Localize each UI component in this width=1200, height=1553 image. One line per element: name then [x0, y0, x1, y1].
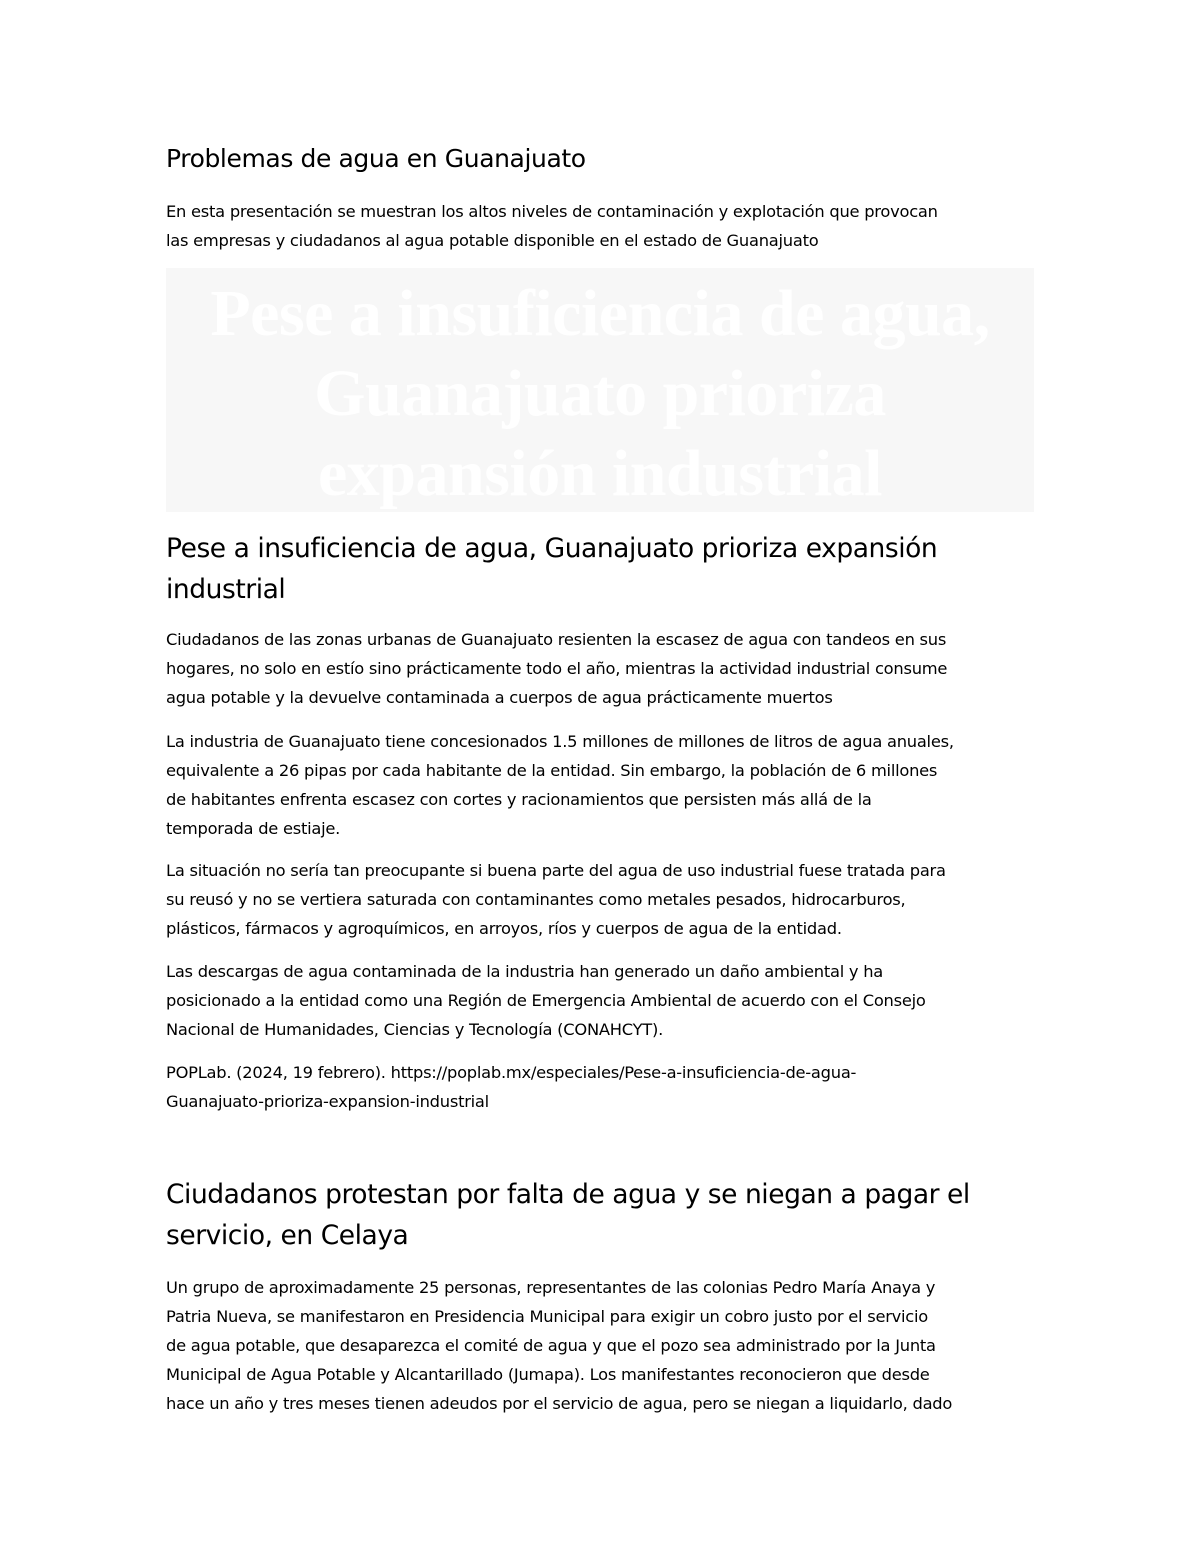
heading-line: Ciudadanos protestan por falta de agua y se niegan a pagar el — [166, 1179, 970, 1210]
citation-paragraph — [166, 1058, 1036, 1116]
paragraph-line: Nacional de Humanidades, Ciencias y Tecnología (CONAHCYT). — [166, 1020, 664, 1039]
section2-heading — [166, 1174, 1036, 1256]
paragraph-line: hogares, no solo en estío sino prácticamente todo el año, mientras la actividad industrial consume — [166, 659, 948, 678]
document-title: Problemas de agua en Guanajuato — [166, 144, 586, 173]
heading-line: servicio, en Celaya — [166, 1220, 409, 1251]
paragraph-line: Ciudadanos de las zonas urbanas de Guanajuato resienten la escasez de agua con tandeos en sus — [166, 630, 947, 649]
section2-paragraph — [166, 1273, 1036, 1418]
paragraph-line: hace un año y tres meses tienen adeudos por el servicio de agua, pero se niegan a liquidarlo, dado — [166, 1394, 953, 1413]
paragraph-line: La industria de Guanajuato tiene concesionados 1.5 millones de millones de litros de agua anuales, — [166, 732, 954, 751]
heading-line: industrial — [166, 574, 286, 605]
paragraph-line: equivalente a 26 pipas por cada habitante de la entidad. Sin embargo, la población de 6 millones — [166, 761, 938, 780]
paragraph-line: su reusó y no se vertiera saturada con contaminantes como metales pesados, hidrocarburos, — [166, 890, 906, 909]
intro-line: En esta presentación se muestran los altos niveles de contaminación y explotación que provocan — [166, 202, 938, 221]
paragraph-line: Las descargas de agua contaminada de la industria han generado un daño ambiental y ha — [166, 962, 883, 981]
citation-line: Guanajuato-prioriza-expansion-industrial — [166, 1092, 489, 1111]
paragraph-line: Un grupo de aproximadamente 25 personas, representantes de las colonias Pedro María Anaya y — [166, 1278, 936, 1297]
section1-paragraph-4 — [166, 957, 1036, 1044]
section1-paragraph-3 — [166, 856, 1036, 943]
paragraph-line: posicionado a la entidad como una Región de Emergencia Ambiental de acuerdo con el Consejo — [166, 991, 926, 1010]
section1-paragraph-2 — [166, 727, 1036, 843]
paragraph-line: plásticos, fármacos y agroquímicos, en arroyos, ríos y cuerpos de agua de la entidad. — [166, 919, 842, 938]
banner-caption-line: expansión industrial — [317, 437, 883, 510]
intro-paragraph — [166, 197, 1036, 255]
paragraph-line: La situación no sería tan preocupante si buena parte del agua de uso industrial fuese tratada para — [166, 861, 946, 880]
paragraph-line: Municipal de Agua Potable y Alcantarillado (Jumapa). Los manifestantes reconocieron que desde — [166, 1365, 930, 1384]
heading-line: Pese a insuficiencia de agua, Guanajuato prioriza expansión — [166, 533, 938, 564]
paragraph-line: Patria Nueva, se manifestaron en Presidencia Municipal para exigir un cobro justo por el servicio — [166, 1307, 928, 1326]
banner-caption — [166, 274, 1034, 512]
section1-paragraph-1 — [166, 625, 1036, 712]
article-banner-image — [166, 268, 1034, 512]
paragraph-line: temporada de estiaje. — [166, 819, 341, 838]
citation-line: POPLab. (2024, 19 febrero). https://poplab.mx/especiales/Pese-a-insuficiencia-de-agua- — [166, 1063, 857, 1082]
paragraph-line: de habitantes enfrenta escasez con cortes y racionamientos que persisten más allá de la — [166, 790, 872, 809]
banner-caption-line: Pese a insuficiencia de agua, — [210, 277, 990, 350]
paragraph-line: de agua potable, que desaparezca el comité de agua y que el pozo sea administrado por la Junta — [166, 1336, 936, 1355]
paragraph-line: agua potable y la devuelve contaminada a cuerpos de agua prácticamente muertos — [166, 688, 833, 707]
intro-line: las empresas y ciudadanos al agua potable disponible en el estado de Guanajuato — [166, 231, 819, 250]
section1-heading — [166, 528, 1036, 610]
banner-caption-line: Guanajuato prioriza — [314, 357, 886, 430]
